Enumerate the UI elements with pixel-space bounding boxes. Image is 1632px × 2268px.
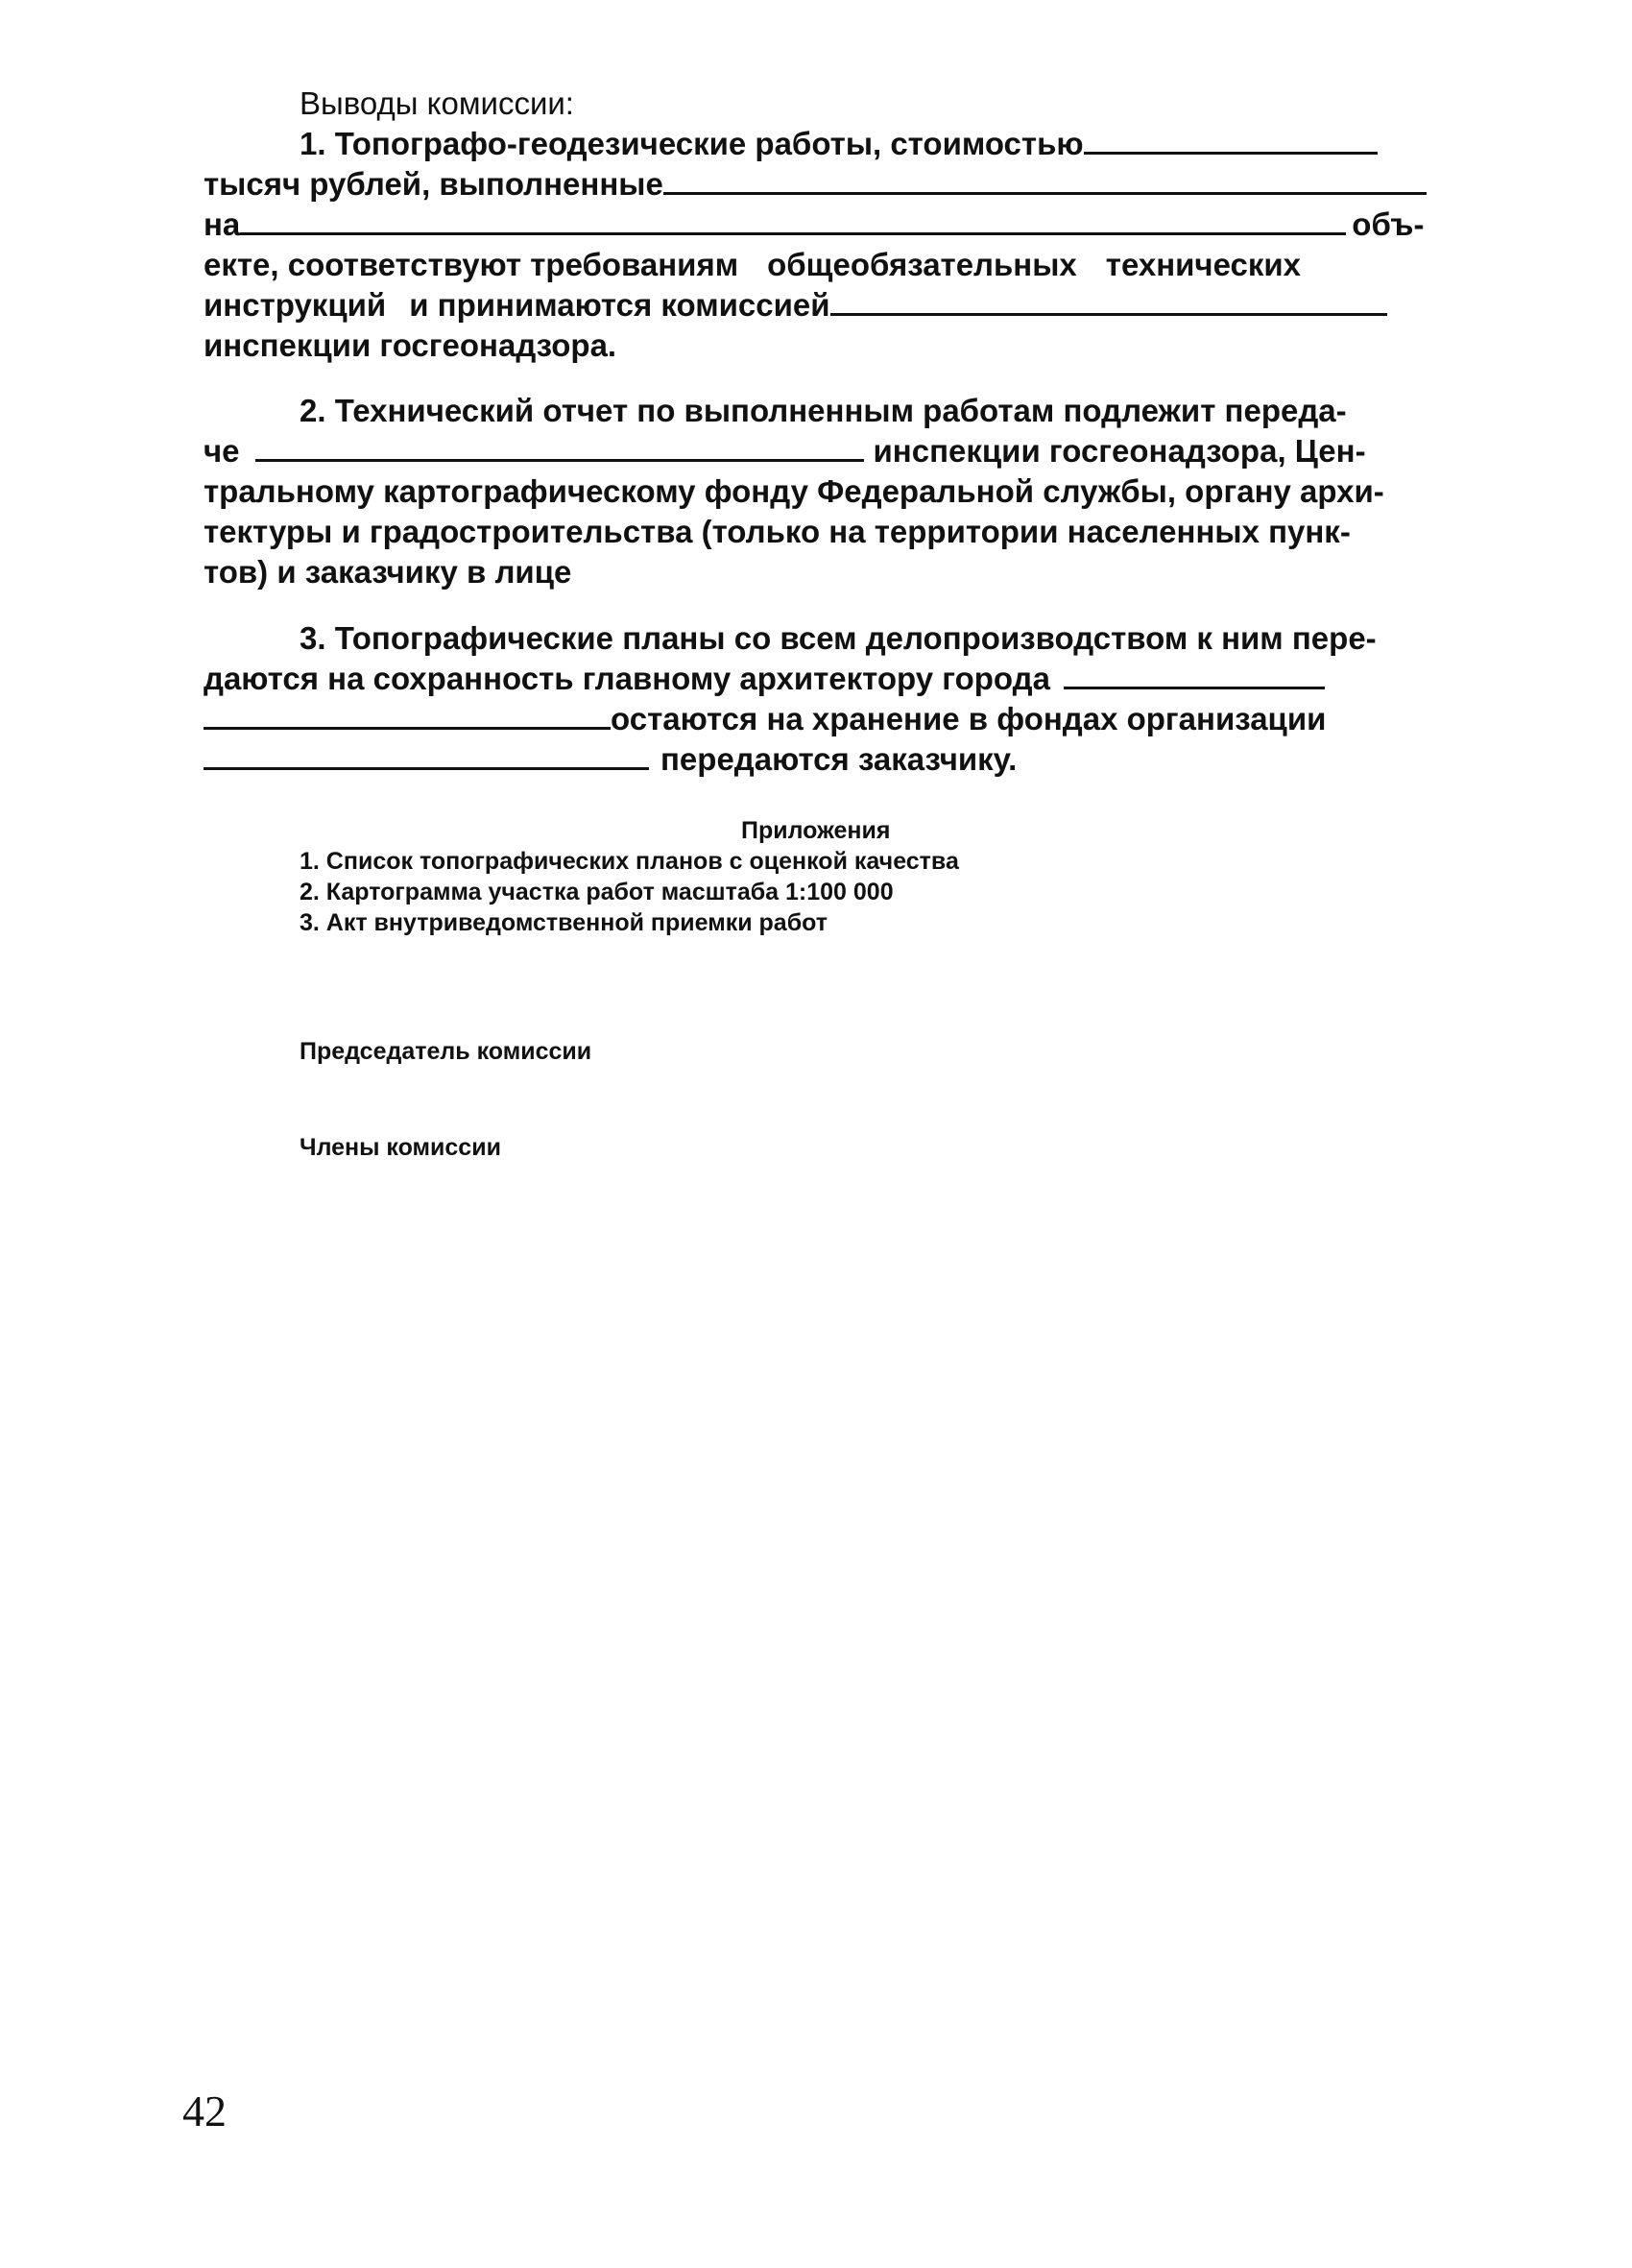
- p2-line-3-text: тральному картографическому фонду Федеральной службы, органу архи-: [204, 473, 1384, 509]
- performed-by-blank[interactable]: [663, 165, 1427, 195]
- p3-line-1: [300, 619, 1377, 658]
- cost-blank[interactable]: [1084, 125, 1378, 155]
- members-label: Члены комиссии: [300, 1134, 501, 1161]
- report-recipient-blank[interactable]: [255, 432, 864, 462]
- p3-line-1-text: 3. Топографические планы со всем делопроизводством к ним пере-: [300, 620, 1377, 656]
- p3-line-3: [204, 700, 1326, 738]
- p2-line-2-text-a: че: [204, 433, 240, 469]
- p1-line-4: [204, 246, 1301, 284]
- p3-line-4: [204, 740, 1017, 779]
- p1-line-4-text-c: технических: [1105, 247, 1302, 282]
- p2-line-5: [204, 553, 571, 591]
- p3-line-4-text: передаются заказчику.: [660, 741, 1018, 777]
- p1-line-3: [204, 205, 1424, 244]
- conclusions-heading: [300, 84, 574, 123]
- p2-line-4-text: тектуры и градостроительства (только на территории населенных пунк-: [204, 514, 1351, 549]
- object-blank[interactable]: [240, 205, 1346, 235]
- appendix-item-1: 1. Список топографических планов с оценкой качества: [300, 848, 959, 875]
- p3-line-3-text: остаются на хранение в фондах организации: [611, 701, 1327, 736]
- p1-line-2-text: тысяч рублей, выполненные: [204, 166, 663, 202]
- p1-line-5: [204, 286, 1387, 325]
- p1-line-6: [204, 326, 616, 365]
- p2-line-2: [204, 432, 1366, 470]
- commission-blank[interactable]: [830, 286, 1387, 316]
- appendix-item-2: 2. Картограмма участка работ масштаба 1:100 000: [300, 879, 894, 905]
- p2-line-2-text-b: инспекции госгеонадзора, Цен-: [873, 433, 1366, 469]
- customer-blank[interactable]: [204, 740, 649, 770]
- p1-line-5-text-b: и принимаются комиссией: [409, 287, 830, 323]
- p1-line-1: [300, 125, 1378, 163]
- p2-line-3: [204, 472, 1384, 511]
- chairman-label: Председатель комиссии: [300, 1038, 592, 1065]
- p2-line-5-text: тов) и заказчику в лице: [204, 554, 572, 590]
- appendix-item-3: 3. Акт внутриведомственной приемки работ: [300, 909, 828, 936]
- p1-line-5-text-a: инструкций: [204, 287, 387, 323]
- city-architect-blank[interactable]: [1064, 660, 1325, 689]
- p2-line-1-text: 2. Технический отчет по выполненным работам подлежит переда-: [300, 393, 1347, 428]
- p1-line-4-text-a: екте, соответствуют требованиям: [204, 247, 739, 282]
- p1-line-1-text: 1. Топографо-геодезические работы, стоимостью: [300, 126, 1084, 161]
- p1-line-6-text: инспекции госгеонадзора.: [204, 327, 617, 363]
- p1-line-2: [204, 165, 1427, 204]
- p1-line-3-text-b: объ-: [1352, 206, 1425, 242]
- p2-line-4: [204, 513, 1351, 551]
- conclusions-heading-text: Выводы комиссии:: [300, 85, 574, 121]
- storage-blank[interactable]: [204, 700, 611, 730]
- p3-line-2-text: даются на сохранность главному архитектору города: [204, 661, 1050, 696]
- p3-line-2: [204, 660, 1325, 698]
- p1-line-3-text-a: на: [204, 206, 241, 242]
- appendices-title: Приложения: [741, 817, 891, 844]
- p2-line-1: [300, 392, 1347, 430]
- page-number: 42: [182, 2087, 227, 2135]
- p1-line-4-text-b: общеобязательных: [767, 247, 1077, 282]
